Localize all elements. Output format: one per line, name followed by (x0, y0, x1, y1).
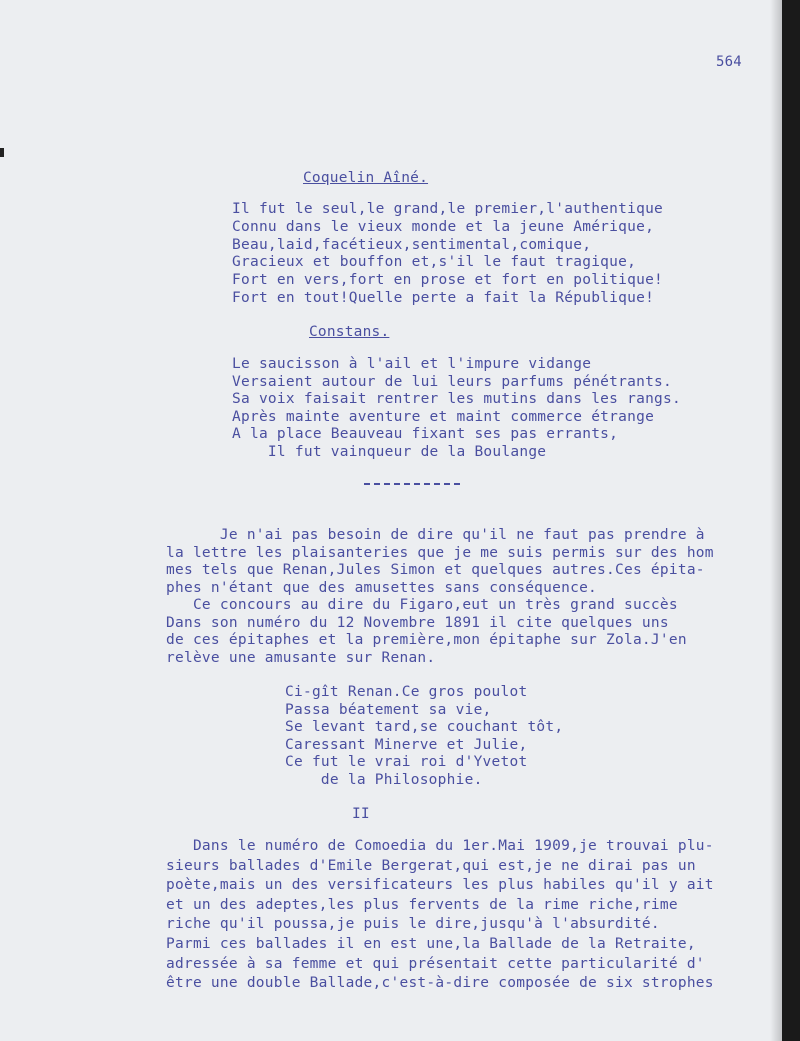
poem-line: Gracieux et bouffon et,s'il le faut tragique, (232, 254, 637, 271)
poem-line: Fort en vers,fort en prose et fort en politique! (232, 272, 664, 289)
poem-line: de la Philosophie. (285, 771, 483, 788)
paragraph-epitaphes (166, 527, 714, 667)
paragraph-line: Je n'ai pas besoin de dire qu'il ne faut pas prendre à (166, 527, 705, 543)
page-edge-shadow (770, 0, 782, 1041)
paragraph-line: phes n'étant que des amusettes sans conséquence. (166, 579, 598, 596)
paragraph-line: riche qu'il poussa,je puis le dire,jusqu'à l'absurdité. (166, 916, 660, 933)
poem-line: Caressant Minerve et Julie, (285, 736, 528, 753)
poem-line: A la place Beauveau fixant ses pas errants, (232, 426, 619, 443)
poem-line: Passa béatement sa vie, (285, 701, 492, 718)
poem-line: Connu dans le vieux monde et la jeune Amérique, (232, 218, 655, 235)
poem-line: Sa voix faisait rentrer les mutins dans les rangs. (232, 391, 681, 408)
paragraph-line: adressée à sa femme et qui présentait cette particularité d' (166, 955, 705, 972)
poem-title-constans: Constans. (309, 324, 390, 340)
paragraph-line: mes tels que Renan,Jules Simon et quelques autres.Ces épita- (166, 562, 705, 578)
poem-line: Fort en tout!Quelle perte a fait la République! (232, 289, 655, 306)
paragraph-line: sieurs ballades d'Emile Bergerat,qui est,je ne dirai pas un (166, 857, 696, 874)
poem-renan (285, 684, 563, 790)
paragraph-line: Dans le numéro de Comoedia du 1er.Mai 1909,je trouvai plu- (166, 838, 714, 854)
poem-line: Se levant tard,se couchant tôt, (285, 719, 564, 736)
paragraph-line: et un des adeptes,les plus fervents de la rime riche,rime (166, 896, 678, 913)
poem-line: Ci-gît Renan.Ce gros poulot (285, 684, 528, 700)
poem-line: Beau,laid,facétieux,sentimental,comique, (232, 236, 592, 253)
poem-title-coquelin: Coquelin Aîné. (303, 170, 429, 186)
section-divider (364, 483, 460, 485)
page-number: 564 (716, 54, 742, 70)
paragraph-line: poète,mais un des versificateurs les plus habiles qu'il y ait (166, 877, 714, 894)
poem-line: Ce fut le vrai roi d'Yvetot (285, 754, 528, 771)
paragraph-line: de ces épitaphes et la première,mon épitaphe sur Zola.J'en (166, 632, 687, 648)
paragraph-line: être une double Ballade,c'est-à-dire composée de six strophes (166, 975, 714, 992)
poem-line: Le saucisson à l'ail et l'impure vidange (232, 356, 592, 372)
poem-line: Après mainte aventure et maint commerce étrange (232, 408, 655, 425)
poem-line: Il fut le seul,le grand,le premier,l'authentique (232, 201, 664, 217)
paragraph-line: Parmi ces ballades il en est une,la Ballade de la Retraite, (166, 935, 696, 952)
poem-line: Il fut vainqueur de la Boulange (232, 443, 547, 460)
section-numeral: II (352, 806, 370, 822)
paragraph-line: Ce concours au dire du Figaro,eut un très grand succès (166, 597, 678, 613)
binding-mark (0, 148, 4, 157)
paragraph-line: relève une amusante sur Renan. (166, 649, 436, 666)
paragraph-ballades (166, 838, 714, 995)
poem-constans (232, 356, 681, 462)
poem-coquelin (232, 201, 663, 308)
poem-line: Versaient autour de lui leurs parfums pénétrants. (232, 373, 673, 390)
paragraph-line: la lettre les plaisanteries que je me suis permis sur des hom (166, 544, 714, 561)
paragraph-line: Dans son numéro du 12 Novembre 1891 il cite quelques uns (166, 614, 669, 631)
